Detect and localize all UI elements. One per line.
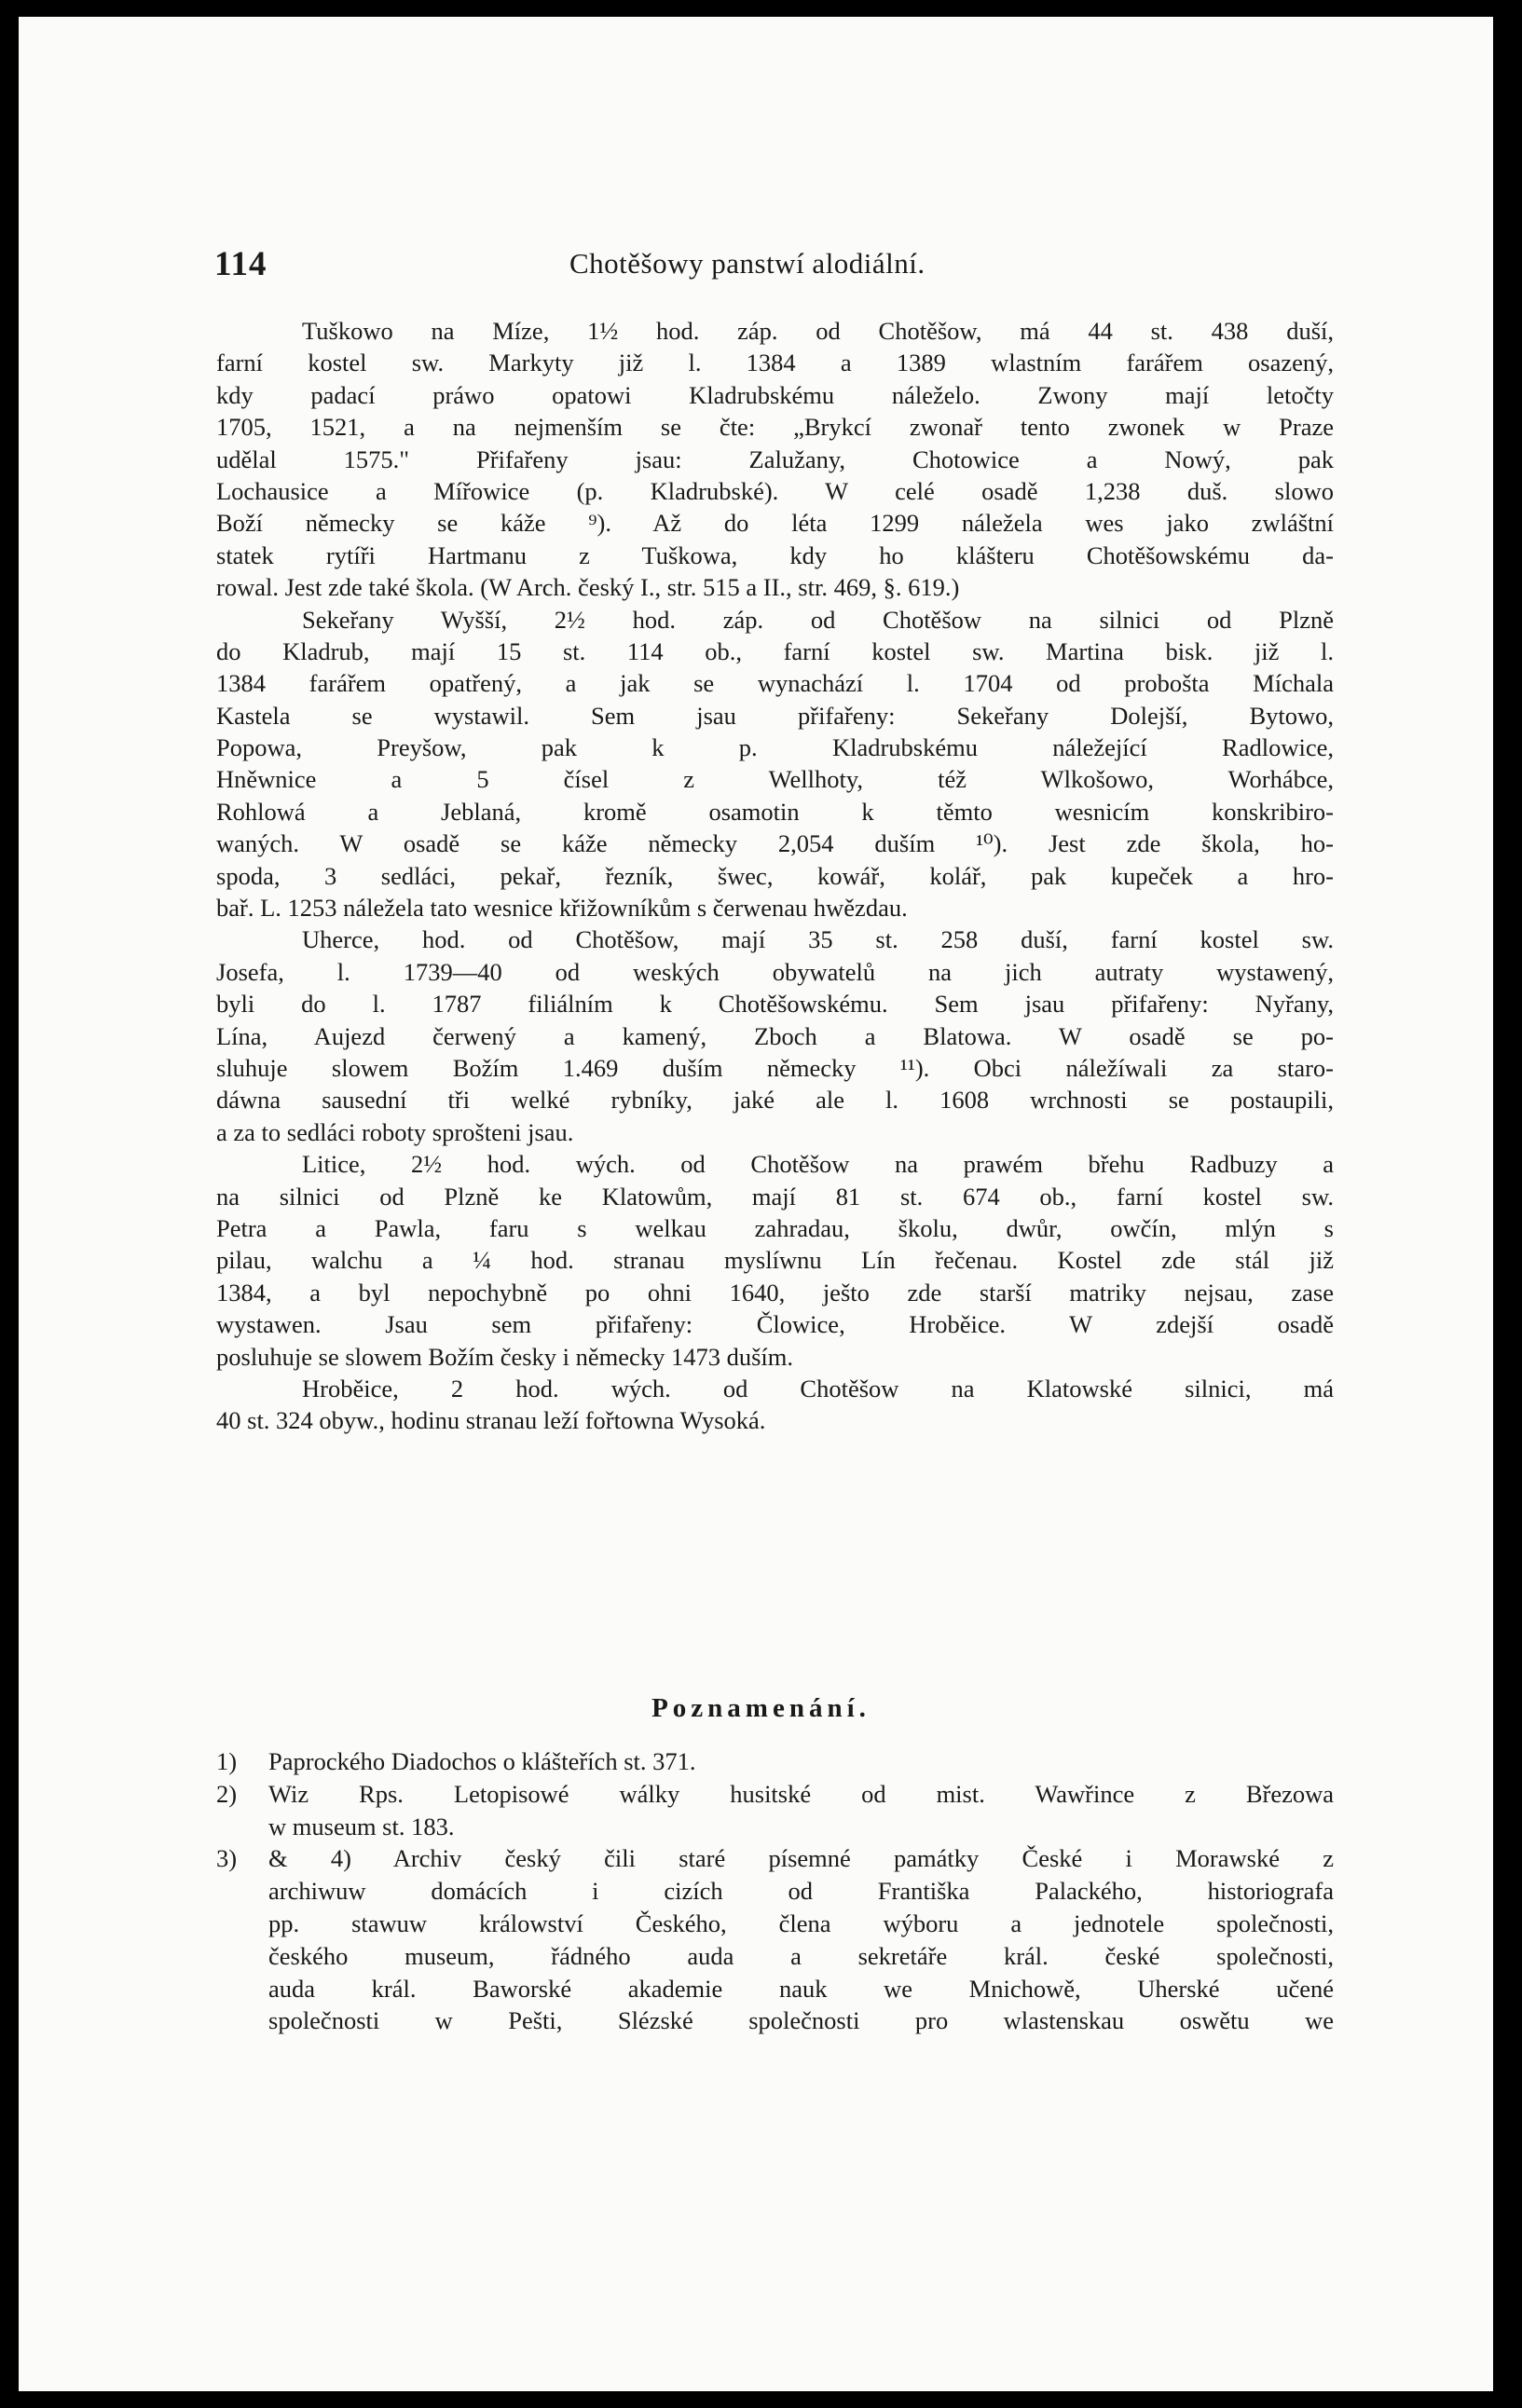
text-line: Popowa, Preyšow, pak k p. Kladrubskému náležející Radlowice,	[216, 733, 1334, 762]
footnote-number	[216, 2004, 268, 2037]
text-line: Lína, Aujezd čerwený a kamený, Zboch a Blatowa. W osadě se po-	[216, 1021, 1334, 1050]
page-number: 114	[214, 245, 267, 283]
footnote-text: w museum st. 183.	[268, 1812, 455, 1840]
text-line: Litice, 2½ hod. wých. od Chotěšow na prawém břehu Radbuzy a	[302, 1150, 1334, 1179]
text-line: kdy padací práwo opatowi Kladrubskému náleželo. Zwony mají letočty	[216, 380, 1334, 409]
footnote-text: pp. stawuw králowství Českého, člena wýboru a jednotele společnosti,	[268, 1909, 1334, 1937]
footnote-line	[216, 2004, 1334, 2037]
text-line: Tuškowo na Míze, 1½ hod. záp. od Chotěšow, má 44 st. 438 duší,	[302, 317, 1334, 345]
footnote-line	[216, 1811, 1334, 1843]
footnote-text: českého museum, řádného auda a sekretáře král. české společnosti,	[268, 1941, 1334, 1970]
notes-heading: Poznamenání.	[651, 1693, 871, 1723]
footnote-number	[216, 1908, 268, 1940]
text-line: Lochausice a Mířowice (p. Kladrubské). W celé osadě 1,238 duš. slowo	[216, 476, 1334, 505]
text-line: 40 st. 324 obyw., hodinu stranau leží fořtowna Wysoká.	[216, 1406, 766, 1435]
footnote-line	[216, 1745, 1334, 1778]
footnote-number: 3)	[216, 1844, 238, 1873]
text-line: dáwna sausední tři welké rybníky, jaké ale l. 1608 wrchnosti se postaupili,	[216, 1086, 1334, 1115]
footnote-text: auda král. Baworské akademie nauk we Mnichowě, Uherské učené	[268, 1974, 1334, 2003]
text-line: Sekeřany Wyšší, 2½ hod. záp. od Chotěšow na silnici od Plzně	[302, 605, 1334, 634]
footnote-line	[216, 1940, 1334, 1973]
footnote-line	[216, 1875, 1334, 1908]
text-line: statek rytíři Hartmanu z Tuškowa, kdy ho klášteru Chotěšowskému da-	[216, 540, 1334, 569]
text-line: posluhuje se slowem Božím česky i německy 1473 duším.	[216, 1342, 793, 1371]
footnote-line	[216, 1973, 1334, 2005]
footnote-line	[216, 1908, 1334, 1940]
footnote-number	[216, 1940, 268, 1973]
text-line: rowal. Jest zde také škola. (W Arch. český I., str. 515 a II., str. 469, §. 619.)	[216, 573, 960, 602]
text-line: Hroběice, 2 hod. wých. od Chotěšow na Klatowské silnici, má	[302, 1374, 1334, 1402]
footnote-number	[216, 1973, 268, 2005]
text-line: do Kladrub, mají 15 st. 114 ob., farní kostel sw. Martina bisk. již l.	[216, 636, 1334, 665]
footnote-text: Paprockého Diadochos o klášteřích st. 371.	[268, 1747, 696, 1775]
text-line: spoda, 3 sedláci, pekař, řezník, šwec, kowář, kolář, pak kupeček a hro-	[216, 861, 1334, 890]
footnote-number: 2)	[216, 1779, 238, 1808]
footnote-number	[216, 1875, 268, 1908]
text-line: Josefa, l. 1739—40 od weských obywatelů na jich autraty wystawený,	[216, 957, 1334, 986]
text-line: Boží německy se káže ⁹). Až do léta 1299 náležela wes jako zwláštní	[216, 509, 1334, 538]
text-line: Kastela se wystawil. Sem jsau přifařeny: Sekeřany Dolejší, Bytowo,	[216, 701, 1334, 730]
text-line: waných. W osadě se káže německy 2,054 duším ¹⁰). Jest zde škola, ho-	[216, 829, 1334, 858]
text-line: Uherce, hod. od Chotěšow, mají 35 st. 258 duší, farní kostel sw.	[302, 925, 1334, 954]
text-line: 1384 farářem opatřený, a jak se wynachází l. 1704 od probošta Míchala	[216, 669, 1334, 698]
page-header	[214, 244, 1333, 285]
text-line: Hněwnice a 5 čísel z Wellhoty, též Wlkošowo, Worhábce,	[216, 765, 1334, 794]
footnotes	[216, 1745, 1334, 2037]
text-line: pilau, walchu a ¼ hod. stranau myslíwnu Lín řečenau. Kostel zde stál již	[216, 1246, 1334, 1275]
text-line: farní kostel sw. Markyty již l. 1384 a 1389 wlastním farářem osazený,	[216, 349, 1334, 377]
main-text	[216, 315, 1334, 1437]
footnote-text: archiwuw domácích i cizích od Františka Palackého, historiografa	[268, 1877, 1334, 1906]
text-line: sluhuje slowem Božím 1.469 duším německy ¹¹). Obci náležíwali za staro-	[216, 1053, 1334, 1082]
running-title: Chotěšowy panstwí alodiální.	[569, 247, 926, 280]
text-line: a za to sedláci roboty sprošteni jsau.	[216, 1117, 574, 1146]
text-line: byli do l. 1787 filiálním k Chotěšowskému. Sem jsau přifařeny: Nyřany,	[216, 990, 1334, 1019]
footnote-text: společnosti w Pešti, Slézské společnosti pro wlastenskau oswětu we	[268, 2006, 1334, 2035]
text-line: Rohlowá a Jeblaná, kromě osamotin k těmto wesnicím konskribiro-	[216, 797, 1334, 826]
text-line: wystawen. Jsau sem přifařeny: Člowice, Hroběice. W zdejší osadě	[216, 1310, 1334, 1339]
text-line: 1705, 1521, a na nejmenším se čte: „Brykcí zwonař tento zwonek w Praze	[216, 413, 1334, 442]
text-line: Petra a Pawla, faru s welkau zahradau, školu, dwůr, owčín, mlýn s	[216, 1213, 1334, 1242]
text-line: na silnici od Plzně ke Klatowům, mají 81 st. 674 ob., farní kostel sw.	[216, 1182, 1334, 1211]
text-line: 1384, a byl nepochybně po ohni 1640, ješto zde starší matriky nejsau, zase	[216, 1278, 1334, 1307]
text-line: udělal 1575." Přifařeny jsau: Zalužany, Chotowice a Nowý, pak	[216, 445, 1334, 473]
text-line: bař. L. 1253 náležela tato wesnice křižowníkům s čerwenau hwězdau.	[216, 894, 908, 923]
footnote-number: 1)	[216, 1747, 238, 1775]
footnote-text: & 4) Archiv český čili staré písemné památky České i Morawské z	[268, 1844, 1334, 1873]
footnote-line	[216, 1778, 1334, 1811]
footnote-text: Wiz Rps. Letopisowé wálky husitské od mist. Wawřince z Březowa	[268, 1779, 1334, 1808]
footnote-line	[216, 1842, 1334, 1875]
footnote-number	[216, 1811, 268, 1843]
